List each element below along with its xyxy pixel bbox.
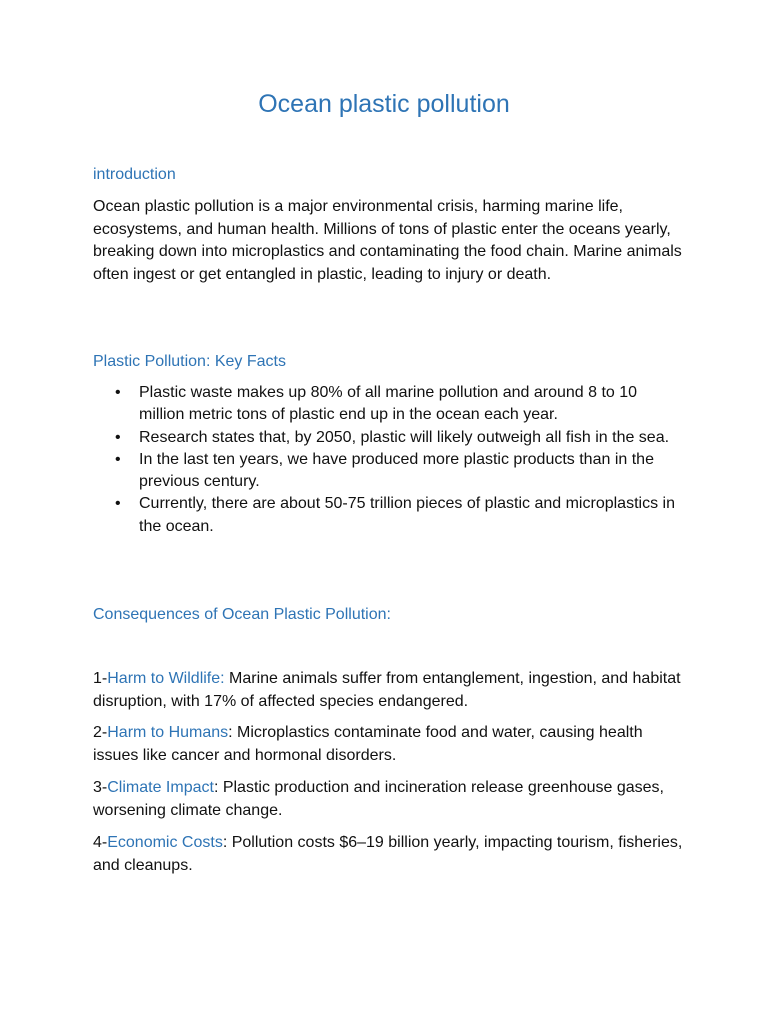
consequence-text: : Plastic production and incineration release greenhouse gases, worsening climate change. xyxy=(93,779,664,819)
facts-list xyxy=(93,382,683,538)
consequence-label: Climate Impact xyxy=(107,779,214,796)
consequence-item xyxy=(93,722,683,767)
bullet-icon: • xyxy=(115,428,121,446)
consequence-label: Harm to Wildlife: xyxy=(107,670,225,687)
list-item xyxy=(93,493,683,538)
bullet-icon: • xyxy=(115,495,121,513)
fact-text: Research states that, by 2050, plastic will likely outweigh all fish in the sea. xyxy=(139,428,670,446)
consequence-number: 1- xyxy=(93,670,108,687)
consequences-heading: Consequences of Ocean Plastic Pollution: xyxy=(93,606,391,623)
consequence-item xyxy=(93,668,683,713)
fact-text: In the last ten years, we have produced more plastic products than in the previous century. xyxy=(139,450,654,491)
list-item xyxy=(93,427,683,449)
consequence-number: 3- xyxy=(93,779,108,796)
consequence-label: Harm to Humans xyxy=(107,724,229,741)
bullet-icon: • xyxy=(115,450,121,468)
list-item xyxy=(93,382,683,427)
consequence-label: Economic Costs xyxy=(107,834,223,851)
consequence-text: : Microplastics contaminate food and water, causing health issues like cancer and hormonal disorders. xyxy=(93,724,643,764)
facts-heading: Plastic Pollution: Key Facts xyxy=(93,353,286,370)
fact-text: Currently, there are about 50-75 trillion pieces of plastic and microplastics in the ocean. xyxy=(139,495,675,535)
bullet-icon: • xyxy=(115,384,121,401)
intro-heading: introduction xyxy=(93,166,176,183)
page-title: Ocean plastic pollution xyxy=(258,90,510,118)
intro-paragraph: Ocean plastic pollution is a major environmental crisis, harming marine life, ecosystems, and human health. Millions of tons of plastic enter the oceans yearly, breaking down into microplastics and contaminating the food chain. Marine animals often ingest or get entangled in plastic, leading to injury or death. xyxy=(93,198,682,283)
consequence-item xyxy=(93,777,683,822)
consequence-number: 4- xyxy=(93,834,108,851)
consequence-item xyxy=(93,832,683,877)
list-item xyxy=(93,449,683,494)
fact-text: Plastic waste makes up 80% of all marine pollution and around 8 to 10 million metric tons of plastic end up in the ocean each year. xyxy=(139,384,638,424)
consequence-text: Marine animals suffer from entanglement, ingestion, and habitat disruption, with 17% of affected species endangered. xyxy=(93,670,681,710)
consequence-text: : Pollution costs $6–19 billion yearly, impacting tourism, fisheries, and cleanups. xyxy=(93,834,683,874)
consequence-number: 2- xyxy=(93,724,108,741)
